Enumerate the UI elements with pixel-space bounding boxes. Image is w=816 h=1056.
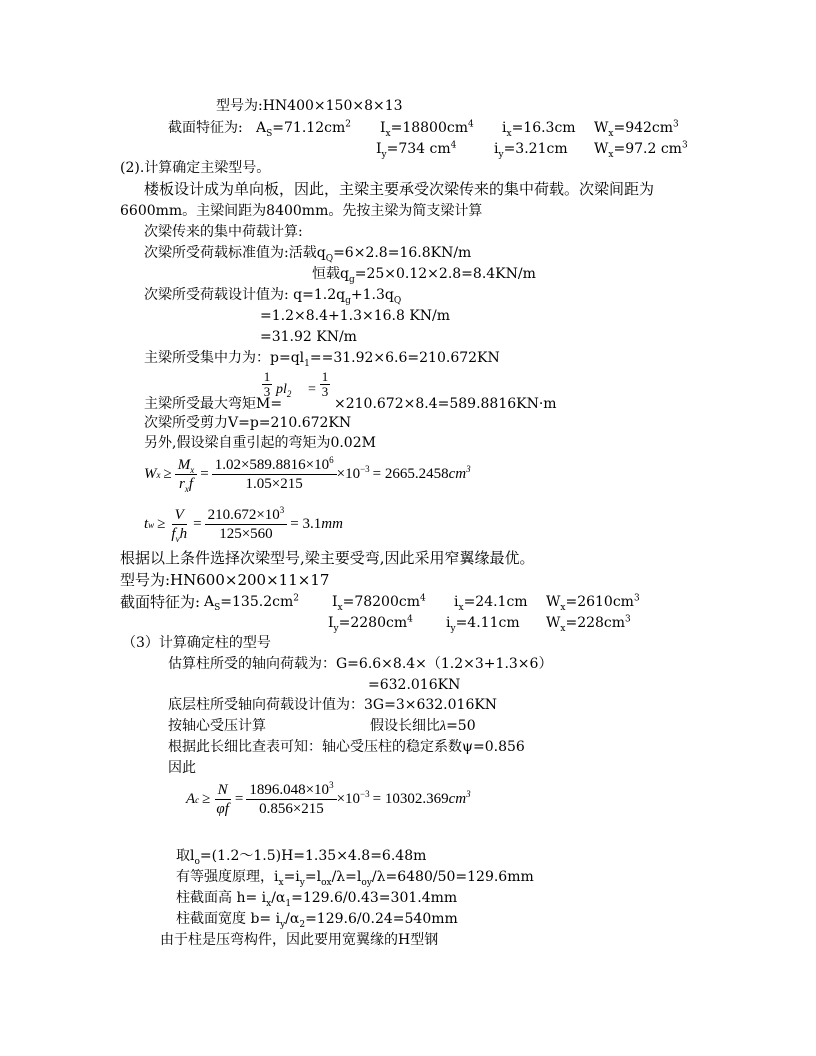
beam2-props-label: 截面特征为: xyxy=(120,593,201,611)
beam2-iy: $I_y=2280cm^4$ xyxy=(328,614,413,634)
beam1-iy-radius: $i_y=3.21cm$ xyxy=(494,141,568,160)
beam1-model: 型号为:HN400×150×8×13 xyxy=(216,98,403,114)
beam1-ix: $I_x=18800cm^4$ xyxy=(380,119,474,139)
std-load-dead: 恒载$q_g=25\times 0.12\times 2.8=8.4KN/m$ xyxy=(312,266,536,285)
l0-value: 取$l_o=(1.2\sim 1.5)H=1.35\times 4.8=6.48m$ xyxy=(176,848,427,867)
beam2-as: $A_S=135.2cm^2$ xyxy=(204,593,299,613)
select-text: 根据以上条件选择次梁型号,梁主要受弯,因此采用窄翼缘最优。 xyxy=(120,549,535,567)
moment-frac1: 1 3 xyxy=(263,369,271,399)
section2-para1: 楼板设计成为单向板，因此，主梁主要承受次梁传来的集中荷载。次梁间距为 xyxy=(144,180,655,198)
moment-label: 主梁所受最大弯矩M= xyxy=(144,396,283,412)
concentrated-force: 主梁所受集中力为：$p=ql_1==31.92\times 6.6=210.672KN$ xyxy=(144,350,500,369)
wx-formula: W x ≥ $\frac{M_x}{r_xf}$ = $\frac{1.02\times 589.8816\times 10^6}{1.05\times 215}$ $\times 10^{-3}$ = 2665.2458 $cm^3$ xyxy=(144,455,471,494)
final-conclusion: 由于柱是压弯构件，因此要用宽翼缘的H型钢 xyxy=(160,932,439,948)
std-load-live: 次梁所受荷载标准值为:活载$q_Q=6\times 2.8=16.8KN/m$ xyxy=(144,245,472,264)
estimate-result: =632.016KN xyxy=(368,677,461,693)
beam1-iy: $I_y=734$ $cm^4$ xyxy=(376,140,457,160)
beam2-model: 型号为:HN600×200×11×17 xyxy=(120,571,330,589)
load-title: 次梁传来的集中荷载计算: xyxy=(144,224,303,240)
beam2-ix-radius: $i_x=24.1cm$ xyxy=(454,594,528,613)
therefore: 因此 xyxy=(168,760,196,776)
beam1-as: $A_S=71.12cm^2$ xyxy=(256,119,351,139)
section2-para2: 6600mm。主梁间距为8400mm。先按主梁为简支梁计算 xyxy=(120,203,483,219)
beam2-ix: $I_x=78200cm^4$ xyxy=(332,593,426,613)
design-load-result: =31.92 KN/m xyxy=(260,329,357,345)
stability-coef: 根据此长细比查表可知：轴心受压柱的稳定系数ψ=0.856 xyxy=(168,739,525,755)
slenderness: 假设长细比λ=50 xyxy=(370,718,476,734)
beam2-iy-radius: $i_y=4.11cm$ xyxy=(446,615,520,634)
moment-value: ×210.672×8.4=589.8816KN·m xyxy=(334,396,557,412)
tw-formula: t w ≥ $\frac{V}{f_vh}$ = $\frac{210.672\times 10^3}{125\times 560}$ = 3.1 mm xyxy=(144,505,343,544)
moment-pl: $pl_2$ xyxy=(276,382,292,399)
beam2-wy: $W_x=228cm^3$ xyxy=(546,614,631,634)
moment-frac2: 1 3 xyxy=(321,369,329,399)
base-column-load: 底层柱所受轴向荷载设计值为：3G=3×632.016KN xyxy=(168,697,498,713)
estimate-load: 估算柱所受的轴向荷载为：G=6.6×8.4×（1.2×3+1.3×6） xyxy=(168,656,553,672)
beam1-wx: $W_x=942cm^3$ xyxy=(594,119,679,139)
axial-calc: 按轴心受压计算 xyxy=(168,718,266,734)
section3-heading: （3）计算确定柱的型号 xyxy=(122,635,271,651)
ac-formula: A c ≥ $\frac{N}{\varphi f}$ = $\frac{1896.048\times 10^3}{0.856\times 215}$ $\times 10^{-3}$ = 10302.369 $cm^3$ xyxy=(186,780,471,817)
beam2-wx: $W_x=2610cm^3$ xyxy=(546,593,640,613)
shear: 次梁所受剪力V=p=210.672KN xyxy=(144,415,352,431)
section2-heading: (2).计算确定主梁型号。 xyxy=(120,160,271,176)
column-height: 柱截面高 $h= i_x/\alpha_1=129.6/0.43=301.4mm$ xyxy=(176,890,458,909)
design-load-calc: =1.2×8.4+1.3×16.8 KN/m xyxy=(260,308,451,324)
column-width: 柱截面宽度 $b= i_y/\alpha_2=129.6/0.24=540mm$ xyxy=(176,911,458,930)
selfweight: 另外,假设梁自重引起的弯矩为0.02M xyxy=(144,435,376,451)
moment-eq: = xyxy=(308,382,316,397)
design-load: 次梁所受荷载设计值为: $q=1.2q_g+1.3q_Q$ xyxy=(144,287,402,306)
beam1-props-label: 截面特征为: xyxy=(168,120,243,136)
beam1-wy: $W_x=97.2$ $cm^3$ xyxy=(594,140,688,160)
beam1-ix-radius: $i_x=16.3cm$ xyxy=(502,120,576,139)
equal-strength: 有等强度原理，$i_x=i_y=l_{ox}/\lambda=l_{oy}/\lambda=6480/50=129.6mm$ xyxy=(176,869,534,888)
